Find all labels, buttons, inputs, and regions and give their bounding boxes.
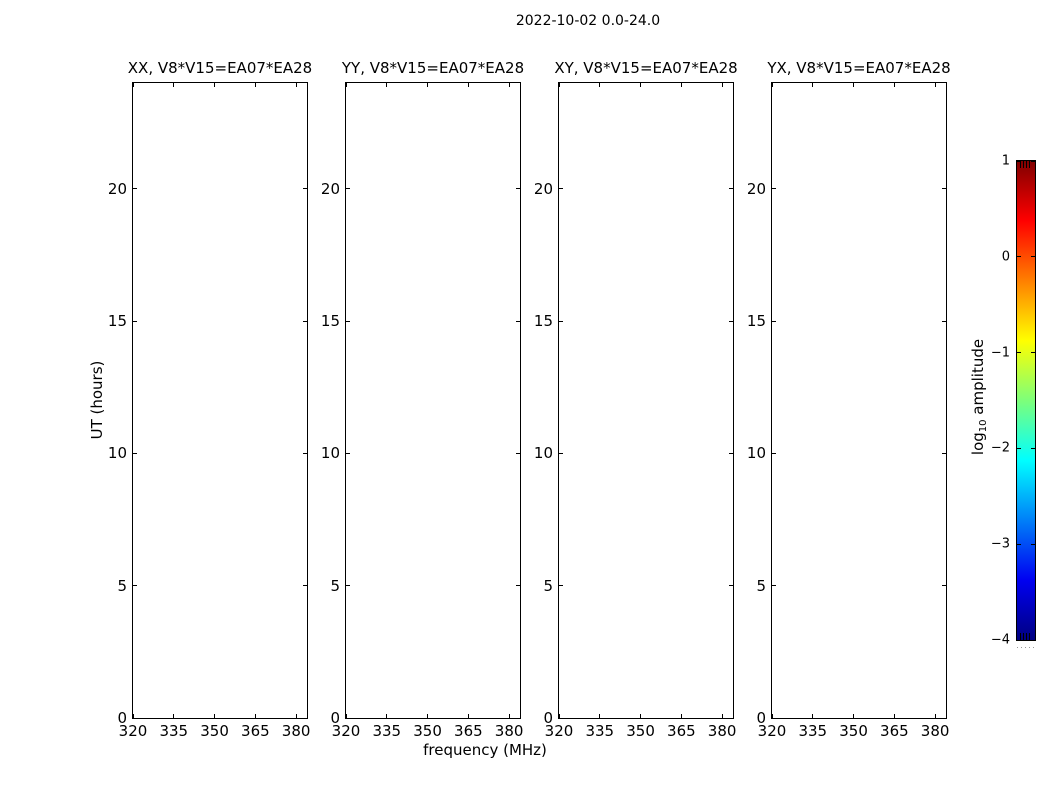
x-tick-label: 380	[920, 722, 950, 740]
x-tick-label: 320	[757, 722, 787, 740]
panel-title-xy: XY, V8*V15=EA07*EA28	[554, 59, 738, 77]
x-tick-label: 365	[667, 722, 696, 740]
x-tick-label: 320	[331, 722, 361, 740]
x-tick-label: 335	[159, 722, 189, 740]
x-tick-mark	[681, 83, 682, 87]
y-tick-mark	[559, 718, 563, 719]
colorbar-tick-mark	[1017, 544, 1021, 545]
x-tick-label: 380	[707, 722, 737, 740]
panel-xx	[107, 59, 313, 740]
x-tick-mark	[640, 714, 641, 718]
colorbar-tick-mark	[1031, 352, 1035, 353]
x-tick-mark	[853, 714, 854, 718]
y-tick-mark	[729, 718, 733, 719]
y-tick-mark	[559, 585, 563, 586]
x-tick-mark	[346, 83, 347, 87]
y-tick-label: 0	[543, 709, 553, 727]
x-tick-mark	[681, 714, 682, 718]
x-tick-label: 350	[413, 722, 442, 740]
x-tick-mark	[812, 714, 813, 718]
x-tick-label: 320	[544, 722, 574, 740]
y-tick-mark	[133, 188, 137, 189]
y-tick-mark	[516, 718, 520, 719]
colorbar-tick-mark	[1031, 544, 1035, 545]
x-tick-mark	[173, 83, 174, 87]
y-tick-label: 5	[543, 576, 553, 595]
y-tick-mark	[772, 453, 776, 454]
y-tick-label: 20	[320, 179, 340, 198]
colorbar-label-suffix: amplitude	[969, 338, 987, 420]
x-tick-label: 335	[798, 722, 828, 740]
figure-title: 2022-10-02 0.0-24.0	[515, 13, 661, 29]
y-tick-label: 15	[320, 312, 340, 331]
x-tick-mark	[640, 83, 641, 87]
y-tick-mark	[133, 321, 137, 322]
x-tick-mark	[173, 714, 174, 718]
x-tick-label: 335	[372, 722, 402, 740]
colorbar-label	[969, 339, 989, 455]
y-tick-mark	[942, 188, 946, 189]
y-tick-mark	[942, 718, 946, 719]
x-tick-mark	[386, 83, 387, 87]
y-tick-mark	[133, 718, 137, 719]
y-tick-mark	[303, 188, 307, 189]
x-tick-label: 350	[839, 722, 868, 740]
x-tick-mark	[772, 83, 773, 87]
y-tick-mark	[346, 718, 350, 719]
y-tick-mark	[516, 585, 520, 586]
y-tick-mark	[346, 188, 350, 189]
panel-yy	[320, 59, 525, 740]
y-tick-label: 20	[746, 179, 766, 198]
colorbar-tick-label: −3	[990, 536, 1010, 552]
colorbar	[990, 153, 1036, 648]
colorbar-tick-label: 1	[1001, 153, 1010, 169]
y-tick-label: 20	[107, 179, 127, 198]
colorbar-tick-label: −1	[990, 345, 1010, 361]
y-tick-mark	[559, 321, 563, 322]
x-tick-mark	[722, 714, 723, 718]
x-tick-label: 320	[118, 722, 148, 740]
x-tick-label: 350	[626, 722, 655, 740]
y-tick-label: 5	[756, 576, 766, 595]
x-tick-mark	[599, 83, 600, 87]
x-tick-mark	[722, 83, 723, 87]
y-tick-mark	[133, 453, 137, 454]
colorbar-label-prefix: log	[969, 432, 987, 456]
y-tick-mark	[772, 718, 776, 719]
y-tick-mark	[516, 453, 520, 454]
y-tick-label: 20	[533, 179, 553, 198]
colorbar-tick-label: −4	[990, 632, 1010, 648]
colorbar-tick-mark	[1031, 161, 1035, 162]
y-tick-label: 0	[117, 709, 127, 727]
y-tick-label: 10	[107, 444, 127, 463]
colorbar-tick-mark	[1017, 640, 1021, 641]
y-tick-mark	[772, 188, 776, 189]
y-tick-mark	[772, 321, 776, 322]
x-tick-mark	[468, 83, 469, 87]
x-tick-mark	[559, 83, 560, 87]
y-tick-mark	[559, 453, 563, 454]
panel-yx	[746, 59, 951, 740]
y-tick-mark	[303, 321, 307, 322]
x-tick-mark	[296, 714, 297, 718]
x-tick-mark	[935, 83, 936, 87]
x-tick-label: 365	[880, 722, 909, 740]
x-tick-label: 365	[454, 722, 483, 740]
x-tick-mark	[935, 714, 936, 718]
x-tick-mark	[214, 83, 215, 87]
colorbar-minor-dots	[1017, 647, 1035, 648]
y-tick-label: 5	[117, 576, 127, 595]
x-tick-mark	[255, 714, 256, 718]
x-tick-label: 335	[585, 722, 615, 740]
x-tick-mark	[386, 714, 387, 718]
x-tick-mark	[427, 714, 428, 718]
panel-title-yy: YY, V8*V15=EA07*EA28	[341, 59, 525, 77]
colorbar-tick-mark	[1017, 256, 1021, 257]
colorbar-gradient	[1017, 161, 1035, 640]
colorbar-tick-mark	[1031, 256, 1035, 257]
y-tick-mark	[303, 585, 307, 586]
colorbar-label-subscript: 10	[978, 419, 989, 433]
colorbar-tick-mark	[1017, 161, 1021, 162]
y-tick-label: 10	[746, 444, 766, 463]
x-tick-mark	[214, 714, 215, 718]
y-tick-mark	[942, 453, 946, 454]
y-tick-mark	[346, 321, 350, 322]
y-tick-label: 15	[107, 312, 127, 331]
x-tick-label: 365	[241, 722, 270, 740]
colorbar-tick-mark	[1017, 448, 1021, 449]
colorbar-tick-label: −2	[990, 440, 1010, 456]
x-tick-mark	[853, 83, 854, 87]
x-tick-mark	[133, 83, 134, 87]
y-tick-mark	[772, 585, 776, 586]
y-tick-mark	[729, 321, 733, 322]
x-tick-mark	[509, 714, 510, 718]
y-tick-mark	[516, 188, 520, 189]
panel-xy	[533, 59, 738, 740]
y-tick-label: 5	[330, 576, 340, 595]
colorbar-tick-mark	[1017, 352, 1021, 353]
x-tick-mark	[255, 83, 256, 87]
panel-title-xx: XX, V8*V15=EA07*EA28	[127, 59, 313, 77]
y-tick-mark	[559, 188, 563, 189]
x-tick-mark	[509, 83, 510, 87]
panel-title-yx: YX, V8*V15=EA07*EA28	[767, 59, 951, 77]
y-tick-mark	[729, 585, 733, 586]
y-axis-label: UT (hours)	[88, 360, 106, 440]
y-tick-mark	[729, 453, 733, 454]
x-tick-label: 380	[281, 722, 311, 740]
x-tick-mark	[468, 714, 469, 718]
y-tick-mark	[942, 321, 946, 322]
colorbar-tick-mark	[1031, 640, 1035, 641]
y-tick-mark	[346, 453, 350, 454]
y-tick-mark	[303, 453, 307, 454]
x-tick-mark	[427, 83, 428, 87]
colorbar-minor-ticks-top	[1020, 161, 1032, 168]
y-tick-mark	[942, 585, 946, 586]
x-tick-mark	[296, 83, 297, 87]
x-tick-mark	[894, 83, 895, 87]
y-tick-label: 10	[320, 444, 340, 463]
x-tick-mark	[812, 83, 813, 87]
y-tick-mark	[346, 585, 350, 586]
colorbar-tick-mark	[1031, 448, 1035, 449]
y-tick-mark	[516, 321, 520, 322]
y-tick-label: 0	[330, 709, 340, 727]
x-tick-label: 380	[494, 722, 524, 740]
y-tick-mark	[133, 585, 137, 586]
y-tick-label: 0	[756, 709, 766, 727]
colorbar-tick-label: 0	[1001, 249, 1010, 265]
y-tick-label: 10	[533, 444, 553, 463]
x-tick-mark	[894, 714, 895, 718]
y-tick-mark	[729, 188, 733, 189]
x-tick-label: 350	[200, 722, 229, 740]
y-tick-mark	[303, 718, 307, 719]
y-tick-label: 15	[533, 312, 553, 331]
x-tick-mark	[599, 714, 600, 718]
x-axis-label: frequency (MHz)	[423, 741, 547, 759]
y-tick-label: 15	[746, 312, 766, 331]
